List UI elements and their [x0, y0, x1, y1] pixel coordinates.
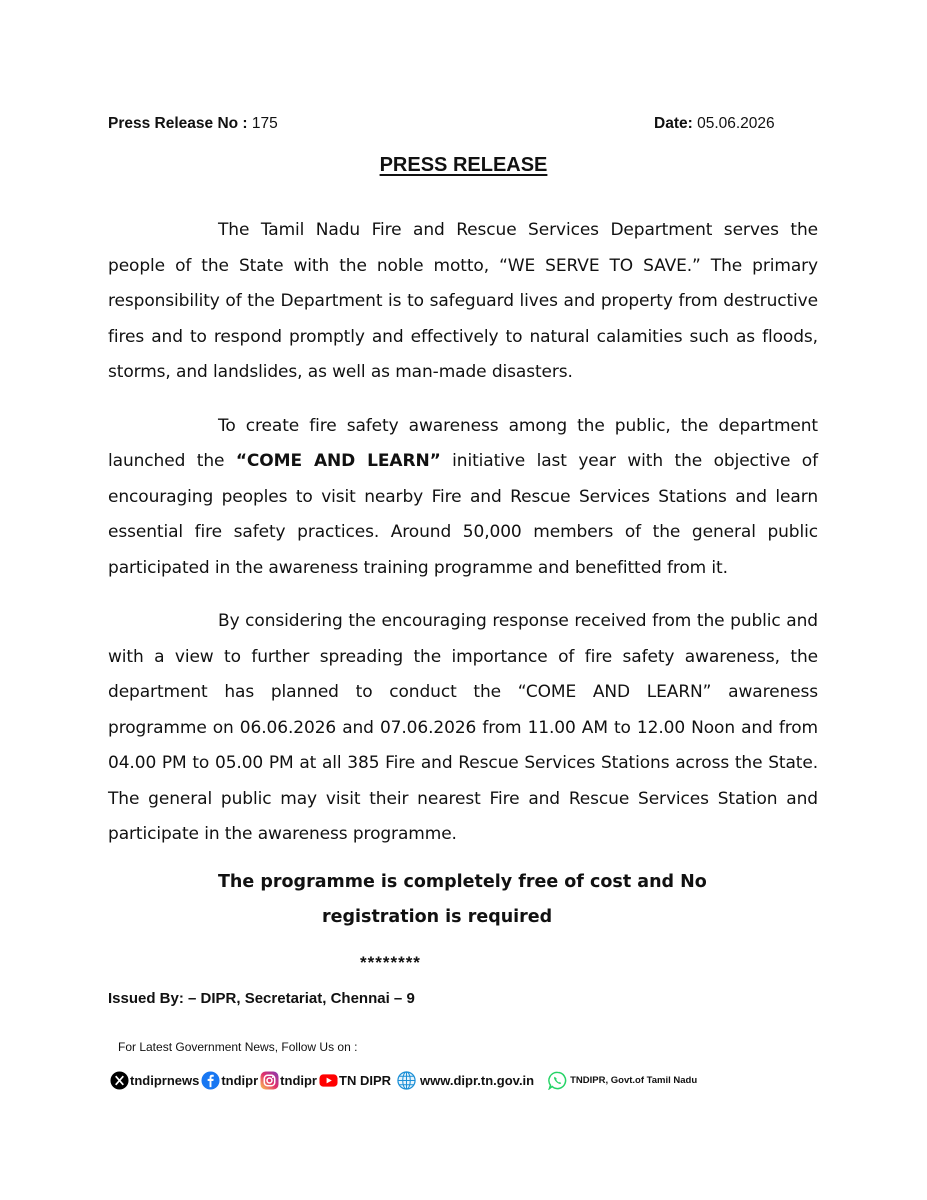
instagram-icon [260, 1071, 279, 1090]
social-website[interactable] [397, 1071, 534, 1090]
press-release-date [654, 115, 775, 133]
paragraph-2 [108, 409, 818, 587]
social-facebook-label: tndipr [221, 1072, 259, 1088]
social-youtube[interactable] [319, 1071, 391, 1090]
press-release-body [108, 213, 818, 871]
press-release-label: Press Release No : [108, 115, 252, 132]
page-title: PRESS RELEASE [379, 154, 548, 176]
paragraph-2-end: initiative last year with the objective of encouraging peoples to visit nearby Fire and Rescue Services Stations and learn essential fire safety practices. Around 50,000 members of the general public participated in the awareness training programme and benefitted from it. [108, 451, 818, 578]
whatsapp-icon [548, 1071, 567, 1090]
social-x[interactable] [110, 1071, 199, 1090]
social-whatsapp-label: TNDIPR, Govt.of Tamil Nadu [570, 1074, 698, 1086]
facebook-icon [201, 1071, 220, 1090]
press-release-number: 175 [251, 115, 278, 132]
initiative-name: “COME AND LEARN” [235, 451, 441, 471]
youtube-icon [319, 1071, 338, 1090]
social-x-label: tndiprnews [130, 1072, 200, 1088]
paragraph-3: By considering the encouraging response received from the public and with a view to further spreading the importance of fire safety awareness, the department has planned to conduct the “COME AND LEARN” awareness programme on 06.06.2026 and 07.06.2026 from 11.00 AM to 12.00 Noon and from 04.00 PM to 05.00 PM at all 385 Fire and Rescue Services Stations across the State. The general public may visit their nearest Fire and Rescue Services Station and participate in the awareness programme. [108, 611, 818, 844]
date-value: 05.06.2026 [697, 115, 775, 132]
social-whatsapp[interactable] [548, 1071, 697, 1090]
paragraph-1: The Tamil Nadu Fire and Rescue Services Department serves the people of the State with the noble motto, “WE SERVE TO SAVE.” The primary responsibility of the Department is to safeguard lives and property from destructive fires and to respond promptly and effectively to natural calamities such as floods, storms, and landslides, as well as man-made disasters. [108, 220, 818, 382]
notice-line-1: The programme is completely free of cost and No [218, 872, 707, 892]
press-release-number-label [108, 115, 278, 133]
social-website-label: www.dipr.tn.gov.in [420, 1072, 535, 1088]
paragraph-2-start: To create fire safety awareness among the public, the department launched the [108, 415, 818, 471]
date-label: Date: [654, 115, 698, 132]
notice-line-2: registration is required [322, 907, 553, 927]
separator: ******** [360, 953, 421, 972]
social-instagram[interactable] [260, 1071, 317, 1090]
social-instagram-label: tndipr [280, 1072, 317, 1088]
globe-icon [397, 1071, 416, 1090]
social-facebook[interactable] [201, 1071, 258, 1090]
follow-us-text: For Latest Government News, Follow Us on : [118, 1040, 358, 1054]
social-links [110, 1068, 699, 1092]
social-youtube-label: TN DIPR [339, 1072, 391, 1088]
x-icon [110, 1071, 129, 1090]
issued-by: Issued By: – DIPR, Secretariat, Chennai – 9 [108, 990, 415, 1007]
